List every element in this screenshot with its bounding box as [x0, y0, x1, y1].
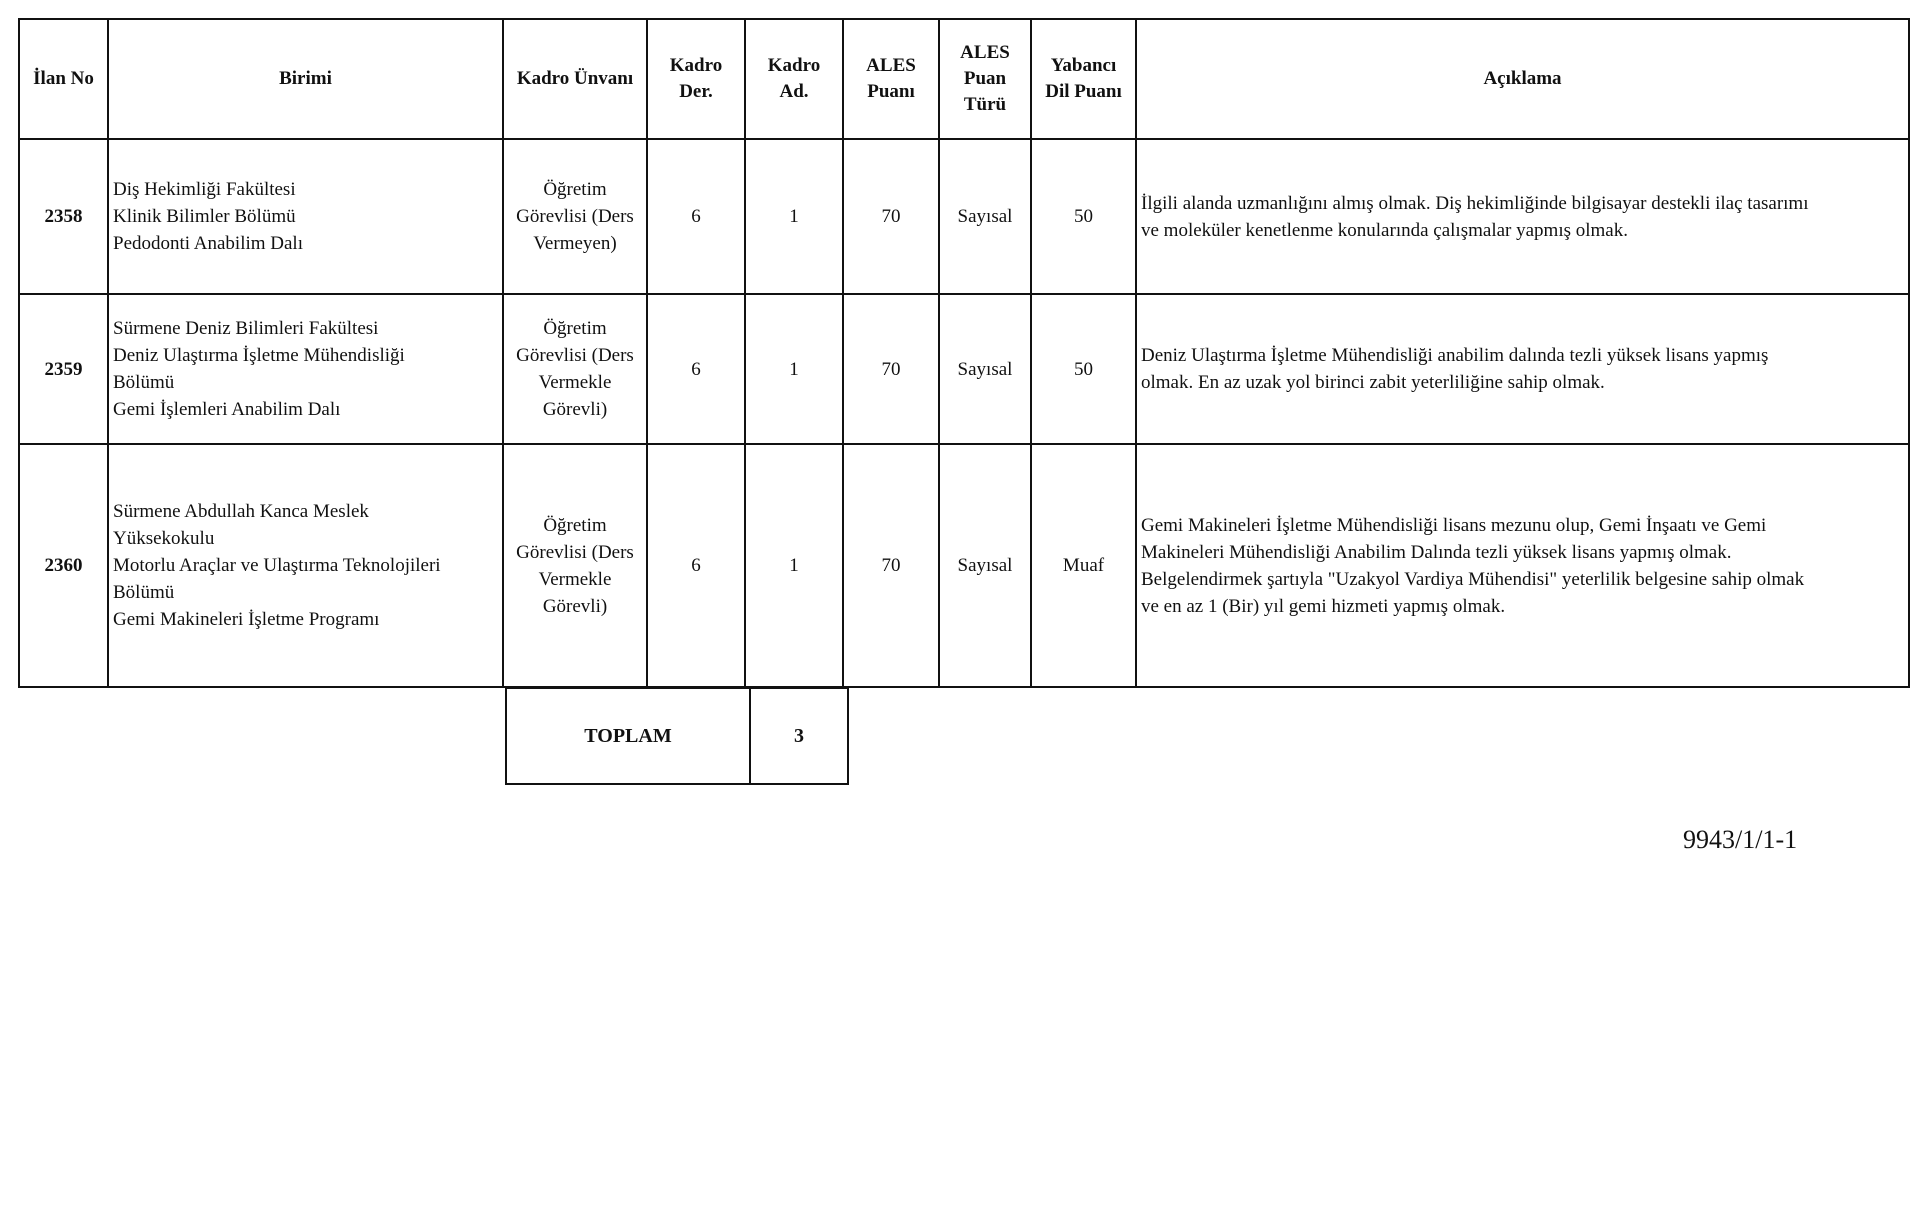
total-value: 3: [750, 688, 848, 784]
ilan-no-cell: 2360: [19, 444, 108, 687]
kadro-ad-cell: 1: [745, 139, 843, 294]
aciklama-cell: Gemi Makineleri İşletme Mühendisliği lisans mezunu olup, Gemi İnşaatı ve Gemi Makineleri Mühendisliği Anabilim Dalında tezli yüksek lisans yapmış olmak. Belgelendirmek şartıyla "Uzakyol Vardiya Mühendisi" yeterlilik belgesine sahip olmak ve en az 1 (Bir) yıl gemi hizmeti yapmış olmak.: [1136, 444, 1909, 687]
header-yabanci-dil: Yabancı Dil Puanı: [1031, 19, 1136, 139]
header-kadro-der: Kadro Der.: [647, 19, 745, 139]
ales-puani-cell: 70: [843, 139, 939, 294]
header-kadro-unvani: Kadro Ünvanı: [503, 19, 647, 139]
birimi-cell: Diş Hekimliği Fakültesi Klinik Bilimler Bölümü Pedodonti Anabilim Dalı: [108, 139, 503, 294]
yabanci-dil-cell: 50: [1031, 294, 1136, 444]
header-birimi: Birimi: [108, 19, 503, 139]
kadro-unvani-cell: Öğretim Görevlisi (Ders Vermekle Görevli): [503, 444, 647, 687]
table-row: [19, 294, 1909, 444]
birimi-cell: Sürmene Abdullah Kanca Meslek Yüksekokulu Motorlu Araçlar ve Ulaştırma Teknolojileri Bölümü Gemi Makineleri İşletme Programı: [108, 444, 503, 687]
kadro-ad-cell: 1: [745, 444, 843, 687]
header-ales-puan-turu: ALES Puan Türü: [939, 19, 1031, 139]
aciklama-cell: İlgili alanda uzmanlığını almış olmak. Diş hekimliğinde bilgisayar destekli ilaç tasarımı ve moleküler kenetlenme konularında çalışmalar yapmış olmak.: [1136, 139, 1909, 294]
table-row: [19, 444, 1909, 687]
birimi-cell: Sürmene Deniz Bilimleri Fakültesi Deniz Ulaştırma İşletme Mühendisliği Bölümü Gemi İşlemleri Anabilim Dalı: [108, 294, 503, 444]
header-ales-puani: ALES Puanı: [843, 19, 939, 139]
ilan-no-cell: 2359: [19, 294, 108, 444]
kadro-unvani-cell: Öğretim Görevlisi (Ders Vermekle Görevli): [503, 294, 647, 444]
kadro-der-cell: 6: [647, 294, 745, 444]
kadro-der-cell: 6: [647, 444, 745, 687]
document-code: 9943/1/1-1: [1683, 825, 1798, 854]
kadro-ad-cell: 1: [745, 294, 843, 444]
header-ilan-no: İlan No: [19, 19, 108, 139]
table-row: [19, 139, 1909, 294]
ales-puan-turu-cell: Sayısal: [939, 139, 1031, 294]
kadro-unvani-cell: Öğretim Görevlisi (Ders Vermeyen): [503, 139, 647, 294]
ales-puani-cell: 70: [843, 294, 939, 444]
ales-puan-turu-cell: Sayısal: [939, 444, 1031, 687]
total-label: TOPLAM: [506, 688, 750, 784]
kadro-der-cell: 6: [647, 139, 745, 294]
total-table: [505, 687, 849, 785]
header-kadro-ad: Kadro Ad.: [745, 19, 843, 139]
aciklama-cell: Deniz Ulaştırma İşletme Mühendisliği anabilim dalında tezli yüksek lisans yapmış olmak. En az uzak yol birinci zabit yeterliliğine sahip olmak.: [1136, 294, 1909, 444]
header-aciklama: Açıklama: [1136, 19, 1909, 139]
header-row: [19, 19, 1909, 139]
announcement-table: [18, 18, 1910, 688]
ilan-no-cell: 2358: [19, 139, 108, 294]
total-row: [506, 688, 848, 784]
ales-puani-cell: 70: [843, 444, 939, 687]
yabanci-dil-cell: 50: [1031, 139, 1136, 294]
ales-puan-turu-cell: Sayısal: [939, 294, 1031, 444]
yabanci-dil-cell: Muaf: [1031, 444, 1136, 687]
